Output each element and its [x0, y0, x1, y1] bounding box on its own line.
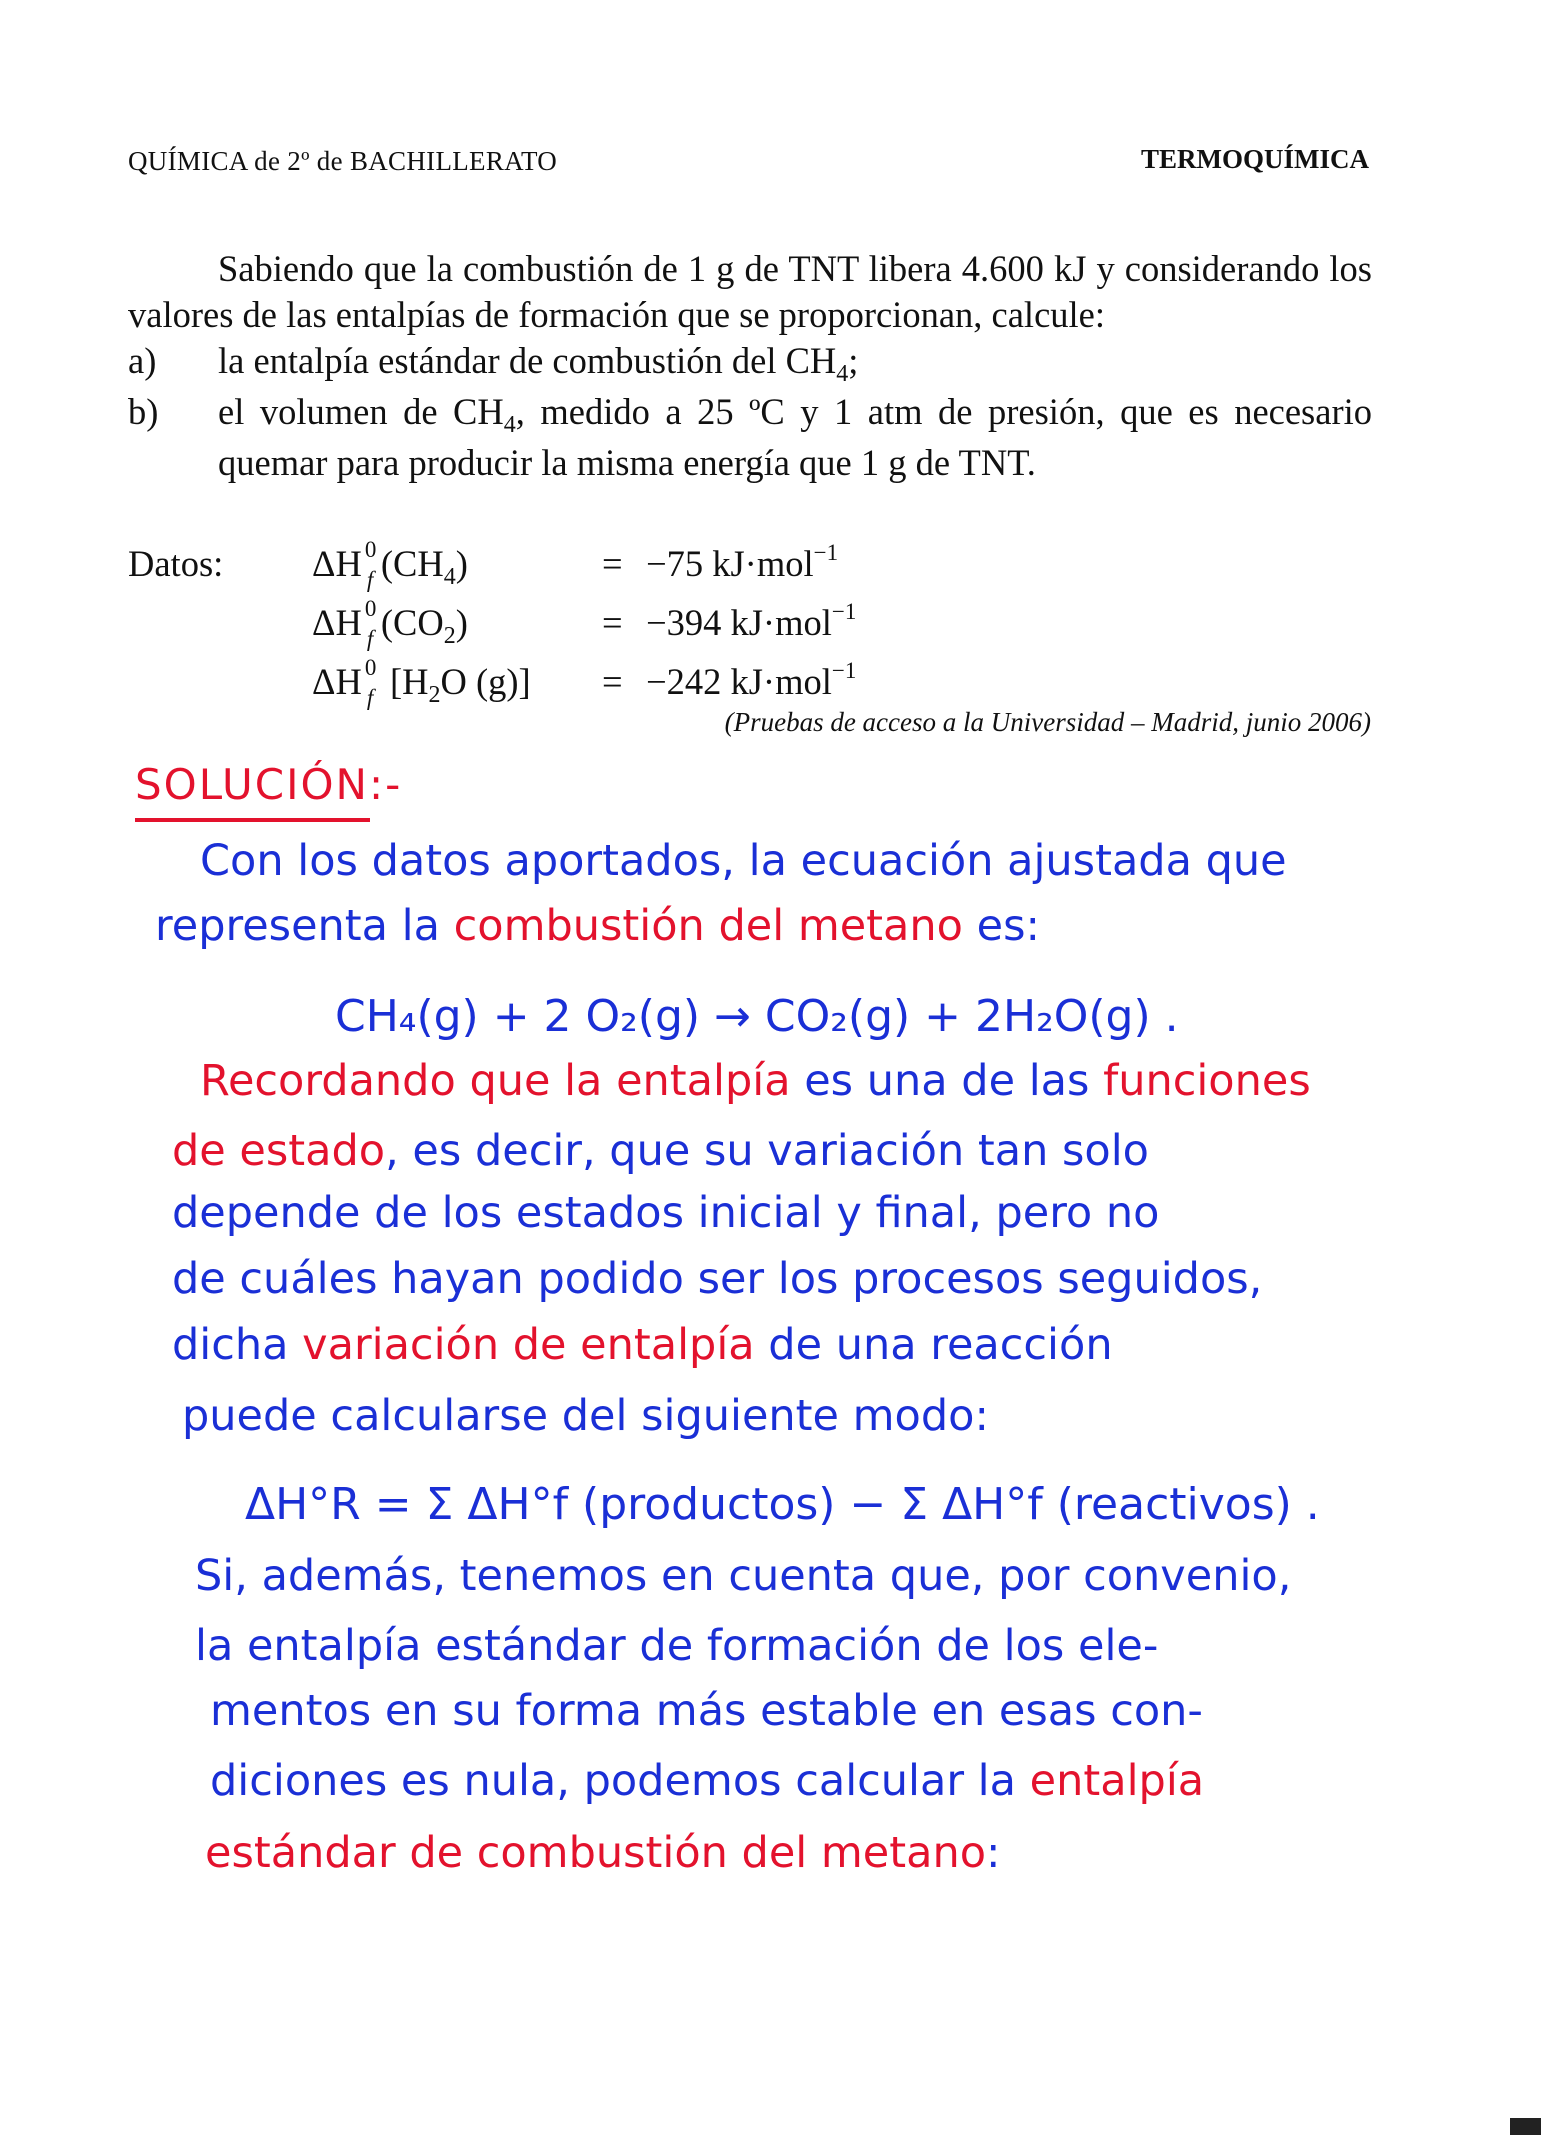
- solution-segment: CH₄(g) + 2 O₂(g) → CO₂(g) + 2H₂O(g) .: [335, 991, 1179, 1042]
- solution-segment: Si, además, tenemos en cuenta que, por convenio,: [195, 1551, 1292, 1601]
- solution-segment: diciones es nula, podemos calcular la: [210, 1756, 1030, 1806]
- solution-segment: de cuáles hayan podido ser los procesos seguidos,: [172, 1254, 1263, 1304]
- header-topic: TERMOQUÍMICA: [1141, 144, 1369, 174]
- solution-segment: representa la: [155, 901, 454, 951]
- solution-line: [195, 1551, 1292, 1601]
- solution-segment: ΔH°R = Σ ΔH°f (productos) − Σ ΔH°f (reactivos) .: [245, 1479, 1320, 1530]
- problem-item-a: [128, 338, 1372, 389]
- solution-segment: es:: [962, 901, 1040, 951]
- solution-title-underline: [135, 818, 370, 822]
- solution-line: [210, 1686, 1203, 1736]
- solution-segment: estándar de combustión del metano: [205, 1828, 987, 1878]
- solution-segment: , es decir, que su variación tan solo: [385, 1126, 1149, 1176]
- header-course: QUÍMICA de 2º de BACHILLERATO: [128, 146, 558, 176]
- source-citation: (Pruebas de acceso a la Universidad – Madrid, junio 2006): [724, 707, 1371, 737]
- data-row: [128, 596, 856, 655]
- solution-segment: dicha: [172, 1320, 303, 1370]
- solution-line: [172, 1188, 1160, 1238]
- solution-line: [172, 1254, 1263, 1304]
- data-label: Datos:: [128, 543, 224, 584]
- item-text: el volumen de $CH_4$, medido a 25 ºC y 1 atm de presión, que es necesario quemar para producir la misma energía que 1 g de TNT.: [218, 391, 1373, 483]
- solution-line: [210, 1756, 1205, 1806]
- solution-line: [172, 1126, 1149, 1176]
- equals-sign: =: [602, 602, 623, 643]
- solution-segment: la entalpía estándar de formación de los ele-: [195, 1621, 1159, 1671]
- data-row: [128, 537, 856, 596]
- data-row: [128, 655, 856, 714]
- solution-title: SOLUCIÓN:-: [135, 760, 403, 809]
- solution-segment: combustión del metano: [453, 901, 963, 951]
- solution-segment: entalpía: [1029, 1756, 1205, 1806]
- data-table: [128, 537, 856, 714]
- solution-segment: Recordando que la: [200, 1056, 617, 1106]
- solution-segment: puede calcularse del siguiente modo:: [182, 1391, 989, 1441]
- solution-segment: :: [986, 1828, 1001, 1878]
- enthalpy-value: −75 kJ·mol$^{-1}$: [646, 540, 839, 584]
- solution-line: [205, 1828, 1001, 1878]
- enthalpy-value: −394 kJ·mol$^{-1}$: [646, 599, 857, 643]
- enthalpy-symbol: ΔH 0 f [$H_2O$ (g)]: [312, 654, 531, 710]
- problem-item-b: [128, 389, 1372, 486]
- solution-line: [195, 1621, 1159, 1671]
- solution-segment: funciones: [1103, 1056, 1311, 1106]
- solution-line: [335, 991, 1179, 1042]
- solution-line: [245, 1479, 1320, 1530]
- equals-sign: =: [602, 661, 623, 702]
- enthalpy-value: −242 kJ·mol$^{-1}$: [646, 658, 857, 702]
- item-label: a): [128, 340, 157, 381]
- enthalpy-symbol: ΔH 0 f $(CO_2)$: [312, 595, 468, 651]
- solution-segment: mentos en su forma más estable en esas con-: [210, 1686, 1203, 1736]
- solution-segment: variación de entalpía: [302, 1320, 755, 1370]
- problem-statement: [128, 246, 1372, 486]
- item-text: la entalpía estándar de combustión del $CH_4$;: [218, 340, 859, 387]
- solution-line: [182, 1391, 989, 1441]
- problem-intro: Sabiendo que la combustión de 1 g de TNT libera 4.600 kJ y considerando los valores de las entalpías de formación que se proporcionan, calcule:: [128, 248, 1372, 335]
- problem-items: [128, 338, 1372, 486]
- solution-line: [155, 901, 1040, 951]
- solution-segment: de una reacción: [754, 1320, 1113, 1370]
- solution-segment: de estado: [172, 1126, 386, 1176]
- solution-segment: es una de las: [790, 1056, 1104, 1106]
- solution-segment: entalpía: [616, 1056, 791, 1106]
- solution-line: [172, 1320, 1113, 1370]
- solution-segment: depende de los estados inicial y final, pero no: [172, 1188, 1160, 1238]
- solution-segment: Con los datos aportados, la ecuación ajustada que: [200, 836, 1287, 886]
- item-label: b): [128, 391, 159, 432]
- equals-sign: =: [602, 543, 623, 584]
- solution-line: [200, 1056, 1311, 1106]
- enthalpy-symbol: ΔH 0 f $(CH_4)$: [312, 536, 468, 592]
- scan-mark: [1510, 2118, 1541, 2135]
- solution-line: [200, 836, 1287, 886]
